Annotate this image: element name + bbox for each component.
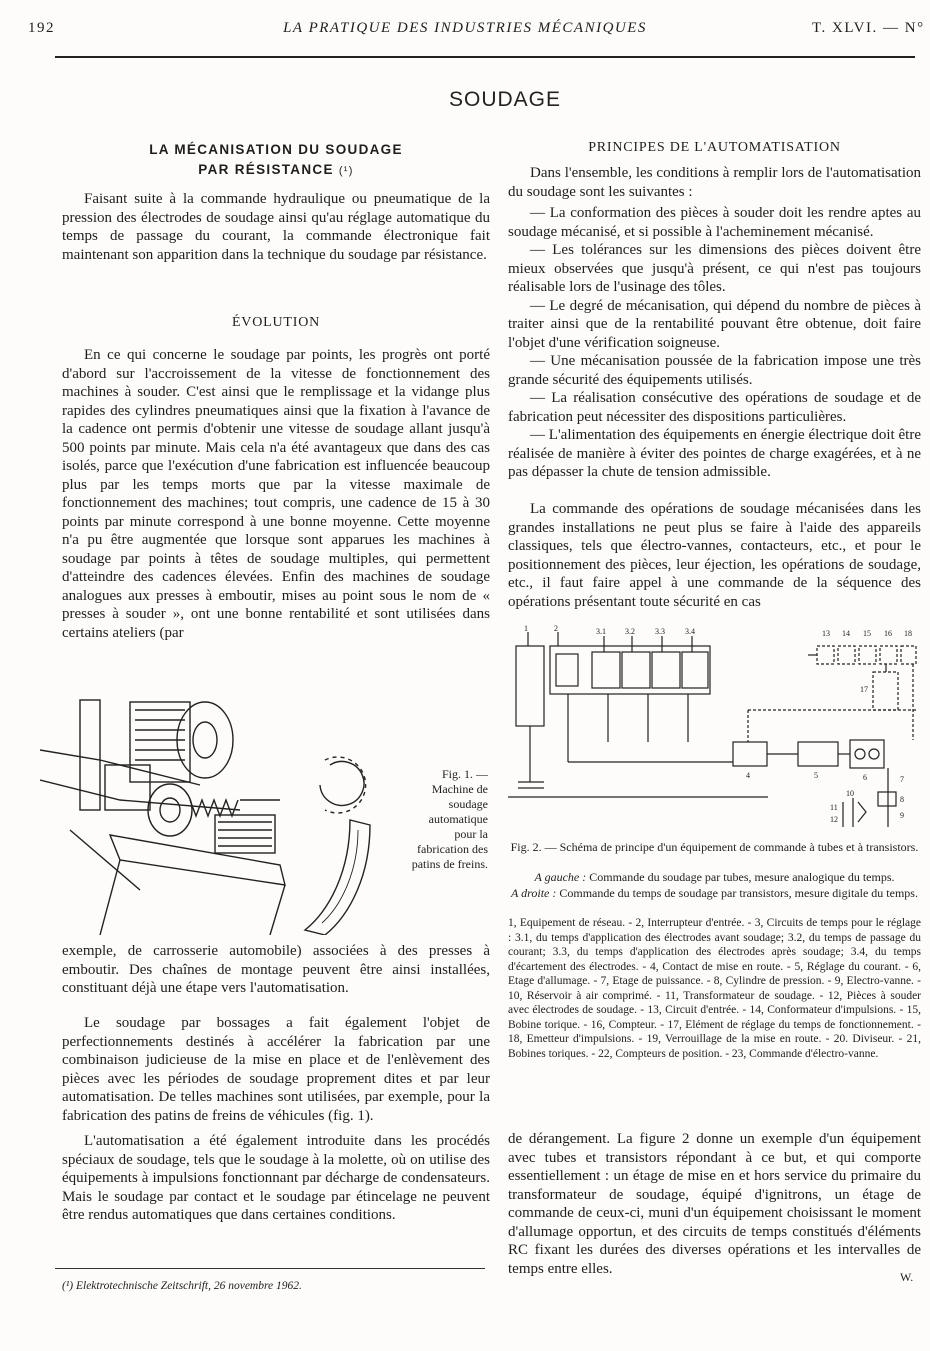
journal-title: LA PRATIQUE DES INDUSTRIES MÉCANIQUES: [283, 20, 647, 36]
figure-1-caption: Fig. 1. — Machine de soudage automatique pour la fabrication des patins de freins.: [411, 767, 488, 871]
schematic-label: 13: [822, 629, 830, 638]
schematic-label: 1: [524, 624, 528, 633]
condition-item: — La réalisation consécutive des opérations de soudage et de fabrication peut nécessiter des dispositions particulières.: [508, 390, 921, 425]
evolution-paragraph-1-continued: exemple, de carrosserie automobile) associées à des presses à emboutir. Des chaînes de montage peuvent être ainsi installées, constituant déjà une étape vers l'automatisation.: [62, 943, 490, 996]
schematic-label: 3.1: [596, 627, 606, 636]
footnote: (¹) Elektrotechnische Zeitschrift, 26 novembre 1962.: [62, 1280, 302, 1292]
schematic-label: 15: [863, 629, 871, 638]
schematic-label: 10: [846, 789, 854, 798]
article-title: [62, 140, 490, 181]
evolution-paragraph-1: En ce qui concerne le soudage par points, les progrès ont porté d'abord sur l'accroissement de la vitesse de fonctionnement des machines à souder. C'est ainsi que le remplissage et la vidange plus rapides des cylindres pneumatiques ainsi que la fixation à l'avance de la cadence ont permis d'obtenir une vitesse de soudage allant jusqu'à 500 points par minute. Mais cela n'a été avantageux que dans des cas isolés, parce que l'exécution d'une fabrication est influencée beaucoup plus par les temps morts que par la vitesse maximale de fonctionnement des machines; tout compris, une cadence de 15 à 30 points par minute correspond à une bonne moyenne. Cette moyenne n'a pu être augmentée que lorsque sont apparues les machines à soudage par points à têtes de soudage multiples, qui permettent d'atteindre des cadences élevées. Enfin des machines de soudage analogues aux presses à emboutir, mises au point sous le nom de « presses à souder », ont une bonne rentabilité et sont utilisées dans certains ateliers (par: [62, 347, 490, 641]
schematic-label: 18: [904, 629, 912, 638]
schematic-label: 8: [900, 795, 904, 804]
schematic-label: 17: [860, 685, 868, 694]
volume-number: T. XLVI. — N°: [812, 20, 925, 36]
schematic-label: 9: [900, 811, 904, 820]
conditions-list: [508, 204, 921, 482]
figure-2-left-description: A gauche : Commande du soudage par tubes, mesure analogique du temps.: [534, 870, 895, 884]
commande-paragraph: La commande des opérations de soudage mécanisées dans les grandes installations ne peut plus se faire à l'aide des appareils classiques, tels que électro-vannes, contacteurs, etc., et pour le positionnement des pièces, leur éjection, les opérations de soudage, etc., il faut faire appel à une commande de la séquence des opérations présentant toute sécurité en cas: [508, 501, 921, 610]
evolution-paragraph-3: L'automatisation a été également introduite dans les procédés spéciaux de soudage, tels que le soudage à la molette, où on utilise des équipements à impulsions fonctionnant par décharge de condensateurs. Mais le soudage par contact et le soudage par étincelage ne peuvent être rendus automatiques que dans certaines conditions.: [62, 1133, 490, 1223]
condition-item: — La conformation des pièces à souder doit les rendre aptes au soudage mécanisé, et si possible à l'acheminement mécanisé.: [508, 205, 921, 240]
schematic-label: 14: [842, 629, 850, 638]
schematic-label: 12: [830, 815, 838, 824]
condition-item: — L'alimentation des équipements en énergie électrique doit être réalisée de manière à éviter des pointes de charge exagérées, et à ne pas dépasser la chute de tension admissible.: [508, 427, 921, 480]
article-title-line1: LA MÉCANISATION DU SOUDAGE: [149, 142, 403, 157]
page-number: 192: [28, 20, 55, 36]
schematic-label: 6: [863, 773, 867, 782]
schematic-label: 2: [554, 624, 558, 633]
figure-2-legend: 1, Equipement de réseau. - 2, Interrupteur d'entrée. - 3, Circuits de temps pour le réglage : 3.1, du temps d'application des électrodes avant soudage; 3.2, du temps de passage du courant; 3.3, du temps d'application des électrodes après soudage; 3.4, du temps d'écartement des électrodes. - 4, Contact de mise en route. - 5, Réglage du courant. - 6, Etage d'allumage. - 7, Etage de puissance. - 8, Cylindre de pression. - 9, Electro-vanne. - 10, Réservoir à air comprimé. - 11, Transformateur de soudage. - 12, Pièces à souder avec électrodes de soudage. - 13, Circuit d'entrée. - 14, Conformateur d'impulsions. - 15, Bobine torique. - 16, Compteur. - 17, Elément de réglage du temps de fonctionnement. - 18, Emetteur d'impulsions. - 19, Verrouillage de la mise en route. - 20. Diviseur. - 21, Bobines toriques. - 22, Compteurs de position. - 23, Commande d'électro-vanne.: [508, 917, 921, 1060]
schematic-label: 3.4: [685, 627, 695, 636]
header-rule: [55, 56, 915, 58]
page-mark: W.: [900, 1270, 914, 1284]
section-title: SOUDAGE: [448, 88, 562, 111]
footnote-rule: [55, 1268, 485, 1269]
intro-paragraph: Faisant suite à la commande hydraulique ou pneumatique de la pression des électrodes de soudage ainsi qu'au réglage automatique du temps de passage du courant, la commande électronique fait maintenant son apparition dans la technique du soudage par résistance.: [62, 191, 490, 263]
figure-2-schematic: [508, 622, 921, 827]
condition-item: — Les tolérances sur les dimensions des pièces doivent être mieux observées que jusqu'à présent, ce qui n'est pas toujours réalisable lors de l'usinage des tôles.: [508, 242, 921, 295]
figure-1-machine-illustration: [40, 690, 395, 935]
schematic-label: 16: [884, 629, 892, 638]
condition-item: — Une mécanisation poussée de la fabrication impose une très grande sécurité des équipements utilisés.: [508, 353, 921, 388]
schematic-label: 5: [814, 771, 818, 780]
schematic-label: 3.2: [625, 627, 635, 636]
figure-2-caption: Fig. 2. — Schéma de principe d'un équipement de commande à tubes et à transistors.: [510, 840, 919, 854]
schematic-label: 7: [900, 775, 904, 784]
evolution-heading: ÉVOLUTION: [231, 315, 321, 330]
evolution-paragraph-2: Le soudage par bossages a fait également l'objet de perfectionnements destinés à accélérer la fabrication par une combinaison judicieuse de la mise en place et de l'enlèvement des pièces avec les périodes de soudage proprement dites et par leur automatisation. De telles machines sont utilisées, par exemple, pour la fabrication des patins de freins de véhicules (fig. 1).: [62, 1015, 490, 1124]
principes-intro: Dans l'ensemble, les conditions à remplir lors de l'automatisation du soudage sont les suivantes :: [508, 165, 921, 200]
schematic-label: 4: [746, 771, 750, 780]
welding-machine-drawing: [40, 690, 395, 935]
schematic-label: 11: [830, 803, 838, 812]
title-footnote-ref: (¹): [338, 165, 354, 177]
principes-heading: PRINCIPES DE L'AUTOMATISATION: [588, 140, 841, 155]
condition-item: — Le degré de mécanisation, qui dépend du nombre de pièces à traiter ainsi que de la rentabilité pouvant être obtenue, doit faire l'objet d'une vérification soigneuse.: [508, 297, 921, 351]
closing-paragraph: de dérangement. La figure 2 donne un exemple d'un équipement avec tubes et transistors répondant à ce but, et qui comporte essentiellement : un étage de mise en et hors service du primaire du transformateur de soudage, équipé d'ignitrons, un étage de commande de ceux-ci, muni d'un équipement choisissant le moment d'allumage opportun, et des circuits de temps constitués d'éléments RC fixant les durées des diverses opérations et les intervalles de temps entre elles.: [508, 1131, 921, 1277]
figure-2-right-description: A droite : Commande du temps de soudage par transistors, mesure digitale du temps.: [511, 886, 918, 900]
schematic-label: 3.3: [655, 627, 665, 636]
control-schematic-diagram: [508, 622, 921, 827]
article-title-line2: PAR RÉSISTANCE: [198, 162, 334, 177]
